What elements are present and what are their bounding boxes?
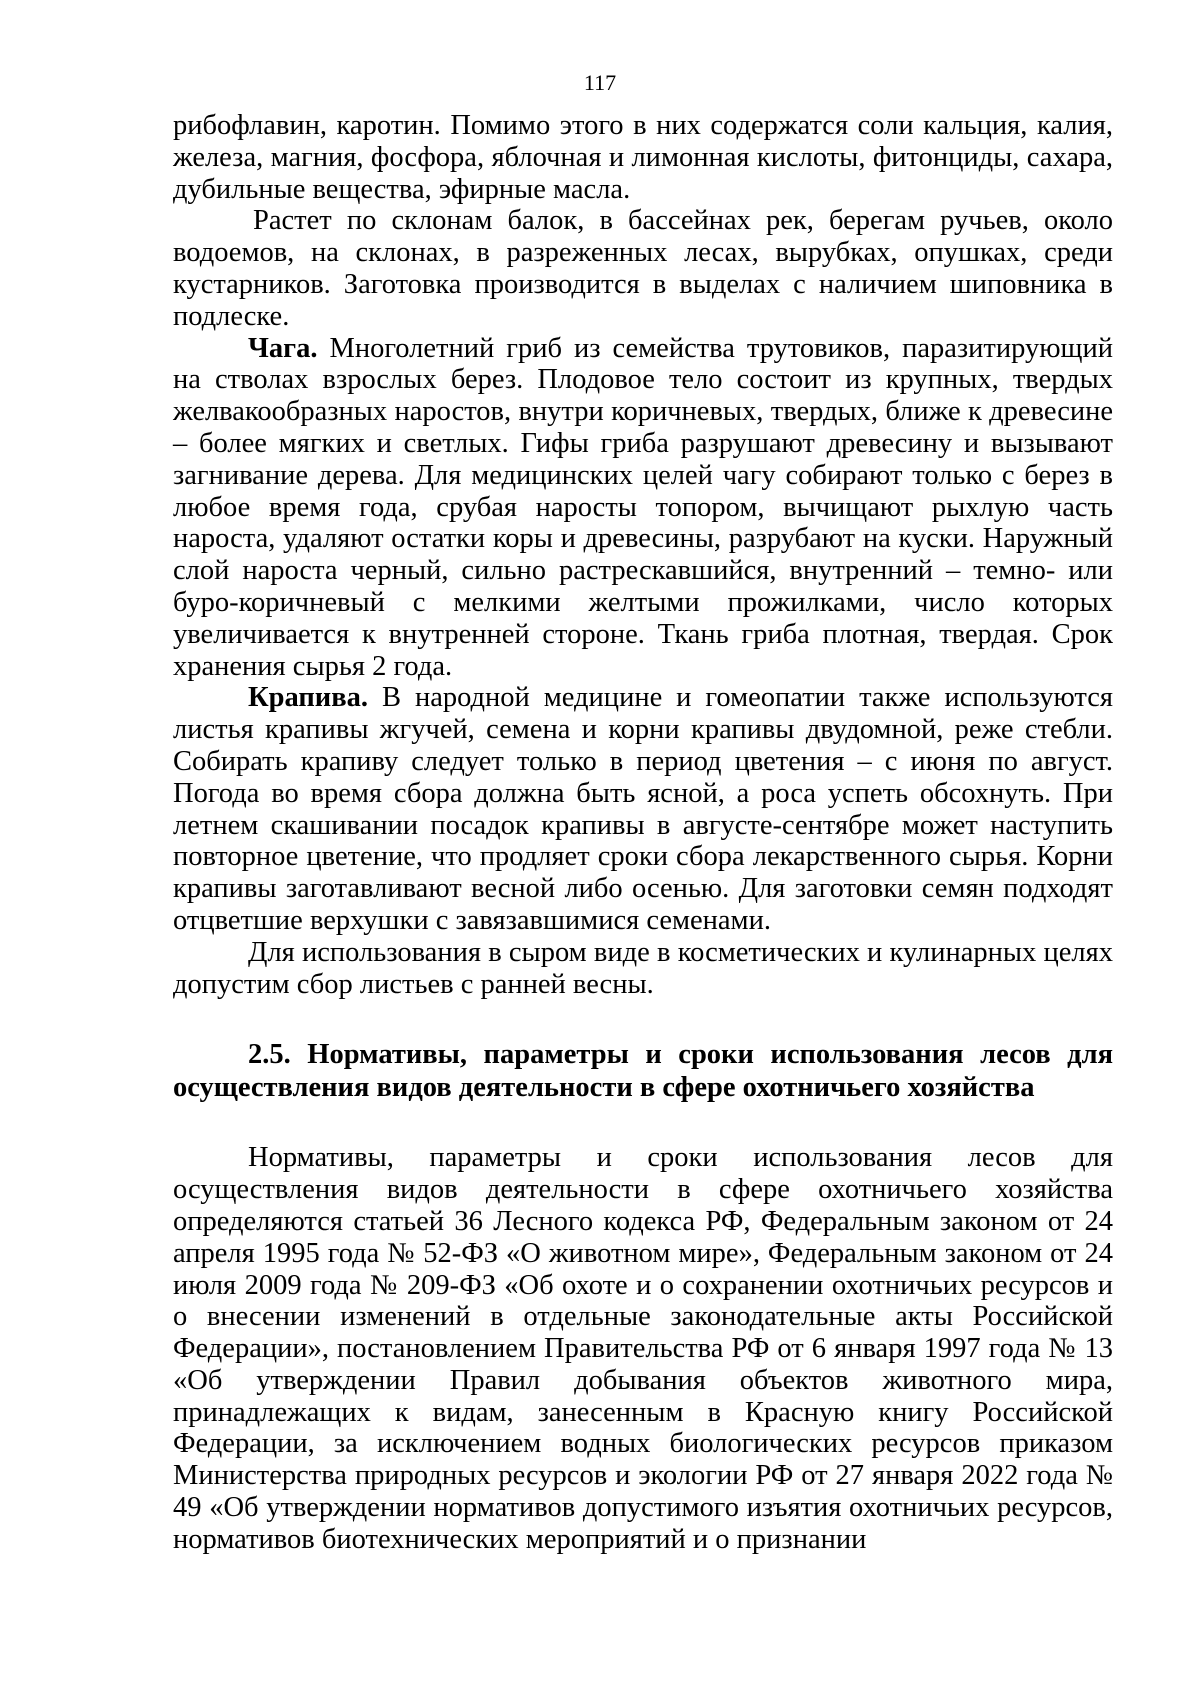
- paragraph-raw-use: Для использования в сыром виде в косметических и кулинарных целях допустим сбор листьев с ранней весны.: [173, 936, 1113, 1000]
- section-heading: 2.5. Нормативы, параметры и сроки использования лесов для осуществления видов деятельности в сфере охотничьего хозяйства: [173, 1039, 1113, 1104]
- paragraph-chaga-text: Многолетний гриб из семейства трутовиков, паразитирующий на стволах взрослых берез. Плодовое тело состоит из крупных, твердых желвакообразных наростов, внутри коричневых, твердых, ближе к древесине – более мягких и светлых. Гифы гриба разрушают древесину и вызывают загнивание дерева. Для медицинских целей чагу собирают только с берез в любое время года, срубая наросты топором, вычищают рыхлую часть нароста, удаляют остатки коры и древесины, разрубают на куски. Наружный слой нароста черный, сильно растрескавшийся, внутренний – темно- или буро-коричневый с мелкими желтыми прожилками, число которых увеличивается к внутренней стороне. Ткань гриба плотная, твердая. Срок хранения сырья 2 года.: [173, 332, 1113, 682]
- document-body: [173, 110, 1113, 1556]
- paragraph-habitat: Растет по склонам балок, в бассейнах рек, берегам ручьев, около водоемов, на склонах, в разреженных лесах, вырубках, опушках, среди кустарников. Заготовка производится в выделах с наличием шиповника в подлеске.: [173, 205, 1113, 332]
- term-chaga: Чага.: [248, 332, 318, 364]
- paragraph-normatives: Нормативы, параметры и сроки использования лесов для осуществления видов деятельности в сфере охотничьего хозяйства определяются статьей 36 Лесного кодекса РФ, Федеральным законом от 24 апреля 1995 года № 52-ФЗ «О животном мире», Федеральным законом от 24 июля 2009 года № 209-ФЗ «Об охоте и о сохранении охотничьих ресурсов и о внесении изменений в отдельные законодательные акты Российской Федерации», постановлением Правительства РФ от 6 января 1997 года № 13 «Об утверждении Правил добывания объектов животного мира, принадлежащих к видам, занесенным в Красную книгу Российской Федерации, за исключением водных биологических ресурсов приказом Министерства природных ресурсов и экологии РФ от 27 января 2022 года № 49 «Об утверждении нормативов допустимого изъятия охотничьих ресурсов, нормативов биотехнических мероприятий и о признании: [173, 1142, 1113, 1555]
- paragraph-vitamins: рибофлавин, каротин. Помимо этого в них содержатся соли кальция, калия, железа, магния, фосфора, яблочная и лимонная кислоты, фитонциды, сахара, дубильные вещества, эфирные масла.: [173, 110, 1113, 205]
- paragraph-nettle-text: В народной медицине и гомеопатии также используются листья крапивы жгучей, семена и корни крапивы двудомной, реже стебли. Собирать крапиву следует только в период цветения – с июня по август. Погода во время сбора должна быть ясной, а роса успеть обсохнуть. При летнем скашивании посадок крапивы в августе-сентябре может наступить повторное цветение, что продляет сроки сбора лекарственного сырья. Корни крапивы заготавливают весной либо осенью. Для заготовки семян подходят отцветшие верхушки с завязавшимися семенами.: [173, 682, 1113, 936]
- term-nettle: Крапива.: [248, 682, 368, 714]
- paragraph-nettle: [173, 682, 1113, 936]
- page-number: 117: [583, 70, 617, 95]
- paragraph-chaga: [173, 333, 1113, 683]
